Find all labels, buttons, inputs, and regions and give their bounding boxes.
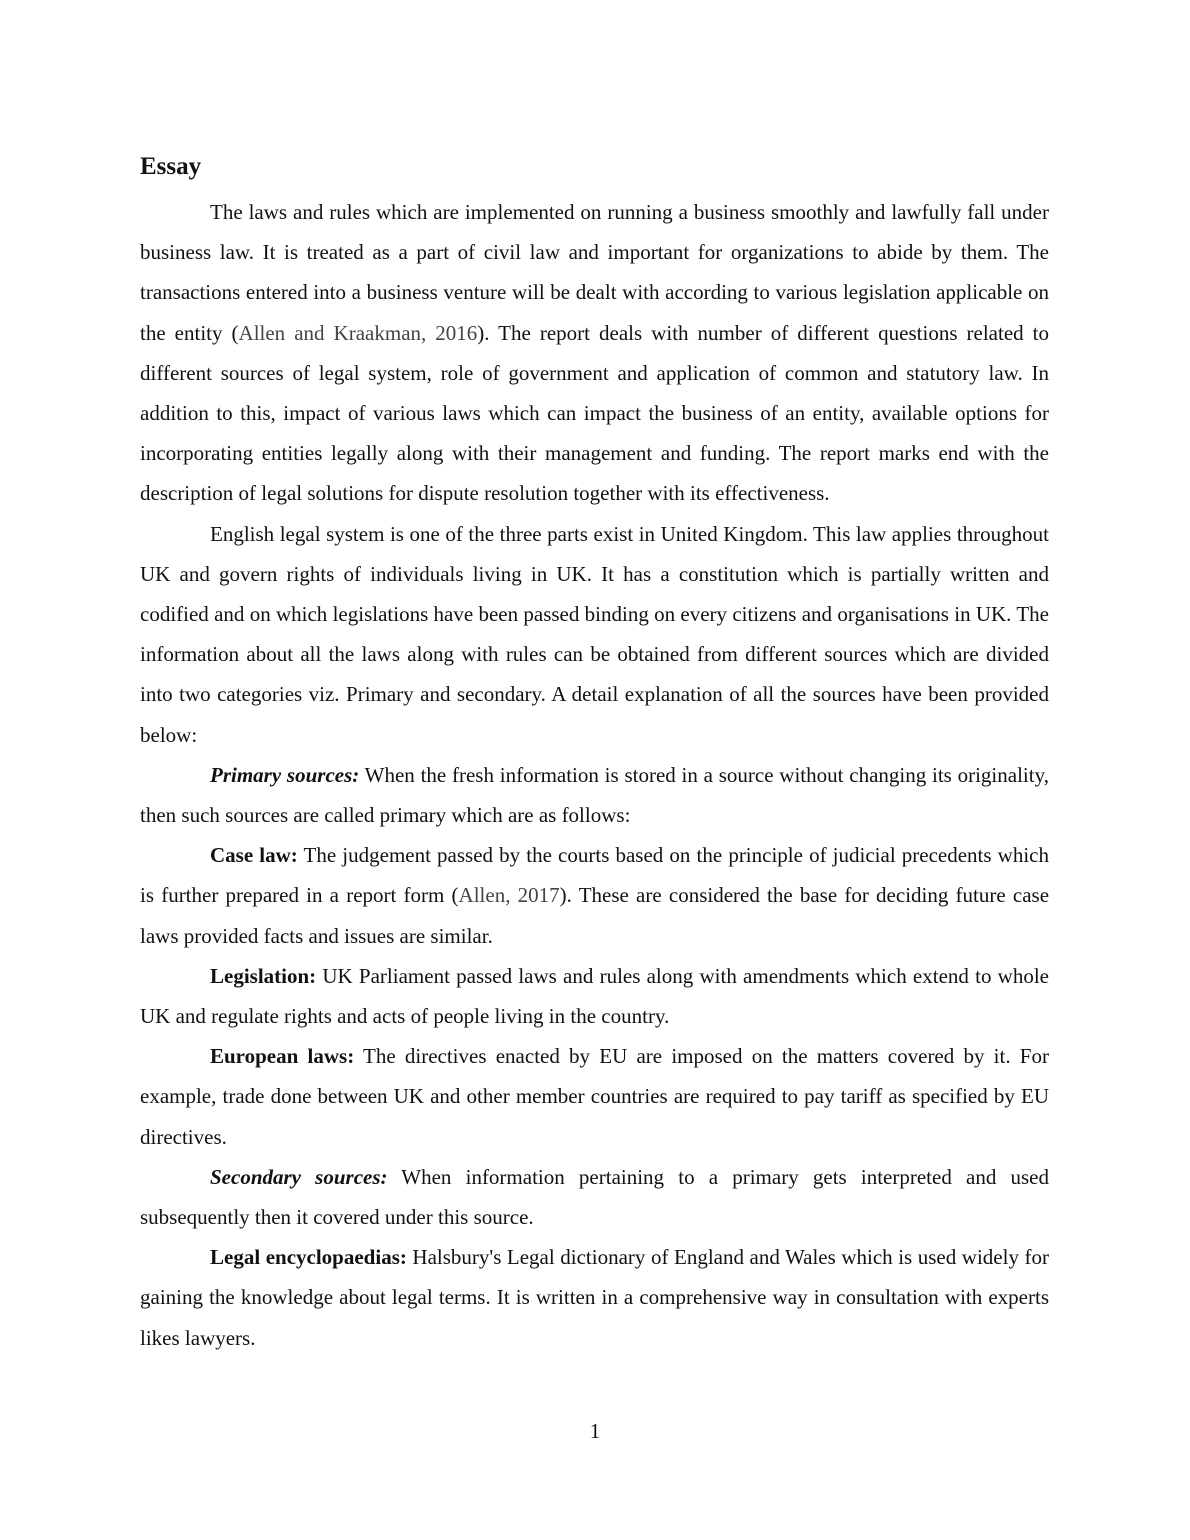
legal-encyclopaedias-label: Legal encyclopaedias: bbox=[210, 1245, 407, 1270]
intro-paragraph bbox=[140, 192, 1049, 514]
case-law-text-before: The judgement passed by the courts based on the principle of judicial precedents which is further prepared in a report form ( bbox=[140, 843, 1050, 908]
european-laws-label: European laws: bbox=[210, 1044, 355, 1069]
page-number: 1 bbox=[589, 1419, 601, 1443]
intro-text-before: The laws and rules which are implemented on running a business smoothly and lawfully fall under business law. It is treated as a part of civil law and important for organizations to abide by them. The transactions entered into a business venture will be dealt with according to various legislation applicable on the entity ( bbox=[140, 200, 1049, 345]
primary-sources-paragraph bbox=[140, 755, 1049, 835]
legal-encyclopaedias-paragraph bbox=[140, 1237, 1049, 1358]
european-laws-paragraph bbox=[140, 1036, 1049, 1157]
legislation-label: Legislation: bbox=[210, 963, 317, 988]
primary-sources-text: When the fresh information is stored in a source without changing its originality, then such sources are called primary which are as follows: bbox=[140, 762, 1049, 828]
case-law-paragraph bbox=[140, 835, 1049, 956]
european-laws-text: The directives enacted by EU are imposed on the matters covered by it. For example, trade done between UK and other member countries are required to pay tariff as specified by EU directives. bbox=[140, 1044, 1049, 1149]
secondary-sources-text: When information pertaining to a primary gets interpreted and used subsequently then it covered under this source. bbox=[140, 1164, 1049, 1230]
case-law-text-after: ). These are considered the base for deciding future case laws provided facts and issues are similar. bbox=[140, 883, 1050, 948]
document-body bbox=[140, 150, 1049, 1358]
secondary-sources-label: Secondary sources: bbox=[210, 1164, 388, 1189]
intro-text-after: ). The report deals with number of different questions related to different sources of legal system, role of government and application of common and statutory law. In addition to this, impact of various laws which can impact the business of an entity, available options for incorporating entities legally along with their management and funding. The report marks end with the description of legal solutions for dispute resolution together with its effectiveness. bbox=[140, 320, 1050, 506]
legislation-text: UK Parliament passed laws and rules along with amendments which extend to whole UK and regulate rights and acts of people living in the country. bbox=[140, 963, 1049, 1029]
case-law-label: Case law: bbox=[210, 843, 298, 868]
citation-allen-kraakman: Allen and Kraakman, 2016 bbox=[238, 320, 478, 345]
secondary-sources-paragraph bbox=[140, 1157, 1049, 1237]
primary-sources-label: Primary sources: bbox=[210, 762, 360, 787]
legal-encyclopaedias-text: Halsbury's Legal dictionary of England and Wales which is used widely for gaining the knowledge about legal terms. It is written in a comprehensive way in consultation with experts likes lawyers. bbox=[140, 1245, 1049, 1350]
legislation-paragraph bbox=[140, 956, 1049, 1036]
essay-heading: Essay bbox=[140, 153, 202, 180]
english-legal-system-paragraph: English legal system is one of the three parts exist in United Kingdom. This law applies throughout UK and govern rights of individuals living in UK. It has a constitution which is partially written and codified and on which legislations have been passed binding on every citizens and organisations in UK. The information about all the laws along with rules can be obtained from different sources which are divided into two categories viz. Primary and secondary. A detail explanation of all the sources have been provided below: bbox=[140, 521, 1049, 747]
citation-allen: Allen, 2017 bbox=[458, 883, 560, 908]
